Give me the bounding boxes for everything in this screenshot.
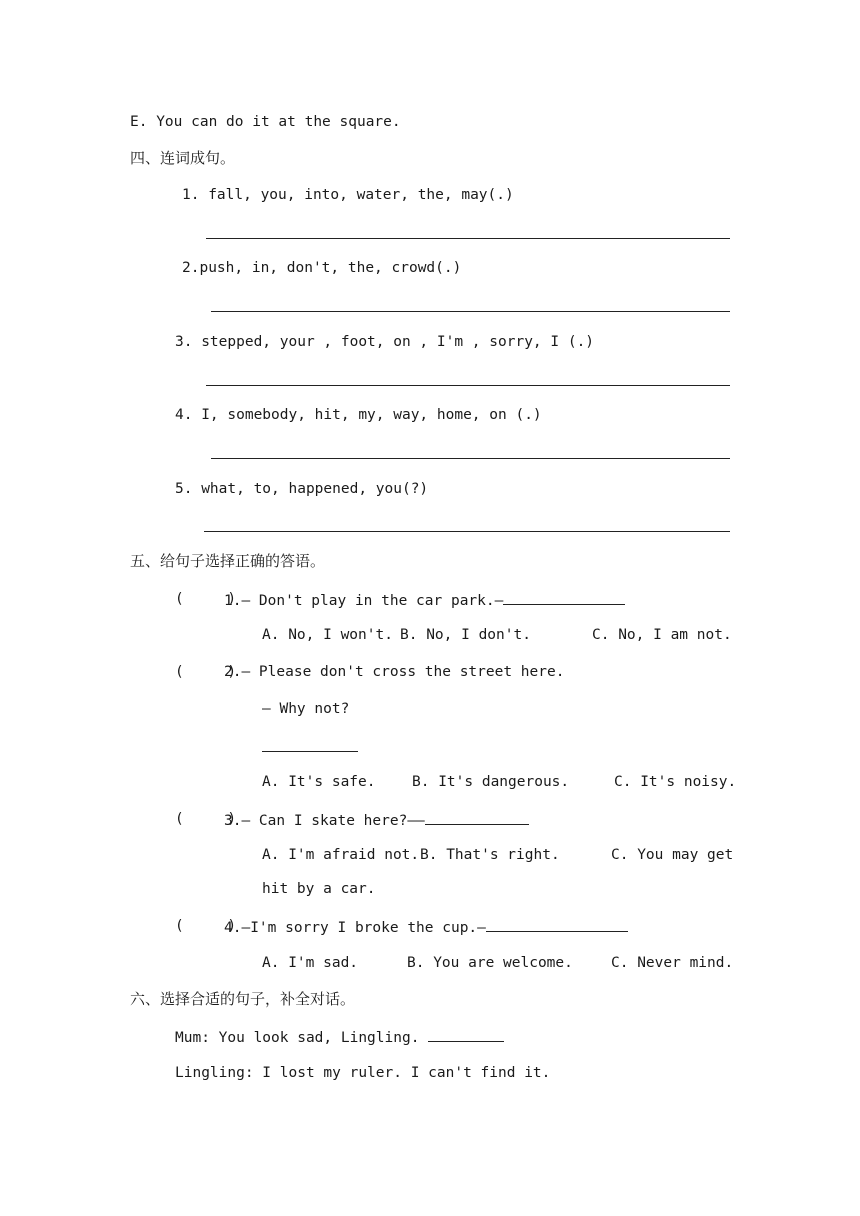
question-1: [224, 590, 625, 610]
dialogue-line-1-text: Mum: You look sad, Lingling.: [175, 1030, 420, 1046]
q2-option-c: C. It's noisy.: [614, 774, 737, 790]
question-4-text: 4.—I'm sorry I broke the cup.—: [224, 920, 486, 936]
q3-option-b: B. That's right.: [420, 847, 560, 863]
q3-option-c: C. You may get: [611, 847, 734, 863]
question-1-text: 1.— Don't play in the car park.—: [224, 593, 504, 609]
answer-paren-2[interactable]: ( ): [175, 664, 237, 680]
section-5-heading: 五、给句子选择正确的答语。: [130, 552, 326, 570]
section-4-item-4: 4. I, somebody, hit, my, way, home, on (.): [175, 407, 542, 423]
section-4-item-3: 3. stepped, your , foot, on , I'm , sorry, I (.): [175, 334, 595, 350]
answer-paren-1[interactable]: ( ): [175, 591, 237, 607]
dialogue-line-1: [175, 1027, 504, 1047]
q2-option-a: A. It's safe.: [262, 774, 376, 790]
section-4-item-1: 1. fall, you, into, water, the, may(.): [182, 187, 514, 203]
question-3-text: 3.— Can I skate here?——: [224, 813, 425, 829]
answer-line-3[interactable]: [206, 385, 730, 386]
dialogue-blank-1[interactable]: [428, 1027, 504, 1042]
answer-paren-4[interactable]: ( ): [175, 918, 237, 934]
section-4-item-2: 2.push, in, don't, the, crowd(.): [182, 260, 462, 276]
q4-option-a: A. I'm sad.: [262, 955, 359, 971]
section-6-heading: 六、选择合适的句子，补全对话。: [130, 990, 356, 1008]
question-4: [224, 917, 628, 937]
q1-option-a: A. No, I won't.: [262, 627, 393, 643]
section-4-heading: 四、连词成句。: [130, 149, 236, 167]
q1-option-c: C. No, I am not.: [592, 627, 732, 643]
question-2-text: 2.— Please don't cross the street here.: [224, 664, 565, 680]
answer-paren-3[interactable]: ( ): [175, 811, 237, 827]
q4-option-b: B. You are welcome.: [407, 955, 573, 971]
answer-line-4[interactable]: [211, 458, 730, 459]
question-1-blank[interactable]: [503, 590, 625, 605]
q3-option-c-continued: hit by a car.: [262, 881, 376, 897]
q4-option-c: C. Never mind.: [611, 955, 734, 971]
dialogue-line-2: Lingling: I lost my ruler. I can't find it.: [175, 1065, 551, 1081]
answer-line-1[interactable]: [206, 238, 730, 239]
answer-line-2[interactable]: [211, 311, 730, 312]
option-e-text: E. You can do it at the square.: [130, 114, 401, 130]
question-3: [224, 810, 529, 830]
answer-line-5[interactable]: [204, 531, 730, 532]
q1-option-b: B. No, I don't.: [400, 627, 531, 643]
question-3-blank[interactable]: [425, 810, 529, 825]
q3-option-a: A. I'm afraid not.: [262, 847, 420, 863]
section-4-item-5: 5. what, to, happened, you(?): [175, 481, 429, 497]
question-2-blank[interactable]: [262, 751, 358, 752]
q2-option-b: B. It's dangerous.: [412, 774, 570, 790]
question-4-blank[interactable]: [486, 917, 628, 932]
question-2-reply: — Why not?: [262, 701, 350, 717]
